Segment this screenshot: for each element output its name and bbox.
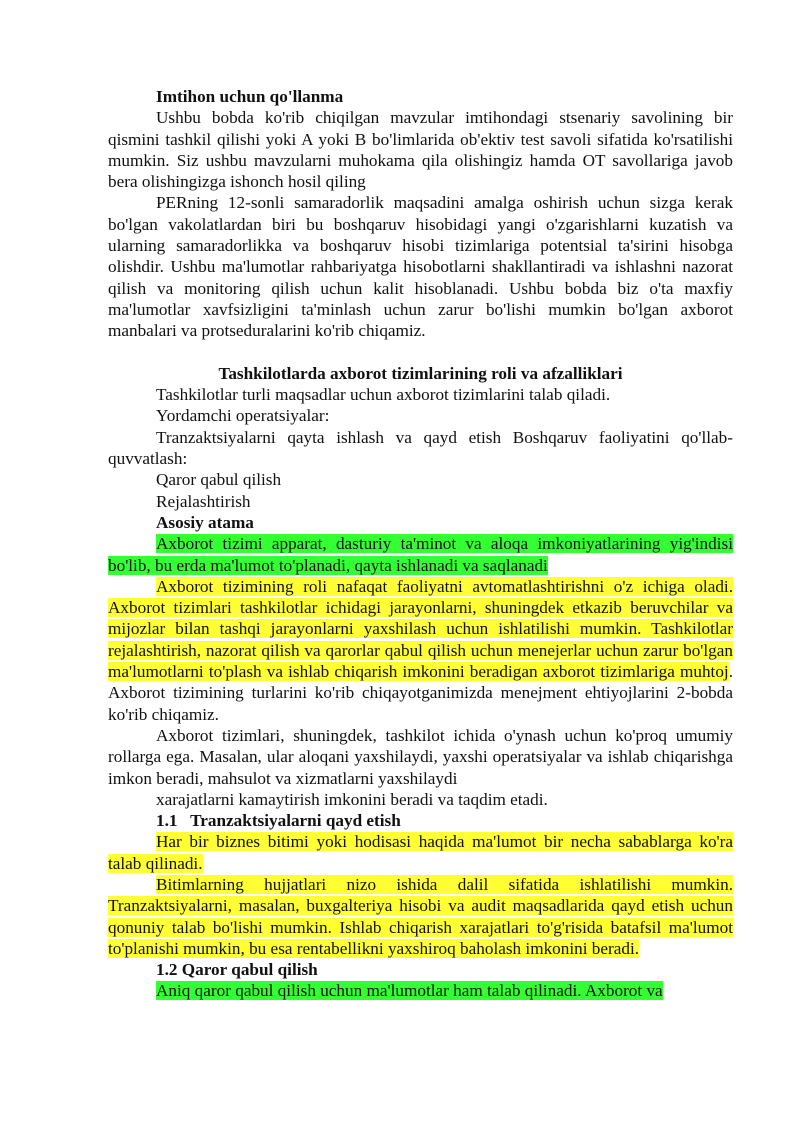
role-continuation: . Axborot tizimining turlarini ko'rib chiqayotganimizda menejment ehtiyojlarini 2-bobda ko'rib chiqamiz. xyxy=(108,662,733,724)
heading-1-1: 1.1 Tranzaktsiyalarni qayd etish xyxy=(156,811,401,831)
paragraph-decision-data xyxy=(108,980,733,1001)
role-highlight: Axborot tizimining roli nafaqat faoliyatni avtomatlashtirishni o'z ichiga oladi. Axborot tizimlari tashkilotlar ichidagi jarayonlarni, shuningdek etkazib beruvchilar va mijozlar bilan tashqi jarayonlarni yaxshilash uchun ishlatilishi mumkin. Tashkilotlar rejalashtirish, nazorat qilish va qarorlar qabul qilish uchun menejerlar uchun zarur bo'lgan ma'lumotlarni to'plash va ishlab chiqarish imkonini beradigan axborot tizimlariga muhtoj xyxy=(108,576,733,682)
paragraph-role xyxy=(108,576,733,725)
business-events-highlight: Har bir biznes bitimi yoki hodisasi haqida ma'lumot bir necha sabablarga ko'ra talab qilinadi. xyxy=(108,832,733,873)
decision-data-highlight: Aniq qaror qabul qilish uchun ma'lumotlar ham talab qilinadi. Axborot va xyxy=(156,981,663,1001)
guide-title: Imtihon uchun qo'llanma xyxy=(156,87,344,106)
paragraph-support-ops: Yordamchi operatsiyalar: xyxy=(156,406,330,426)
paragraph-general-roles: Axborot tizimlari, shuningdek, tashkilot ichida o'ynash uchun ko'proq umumiy rollarga ega. Masalan, ular aloqani yaxshilaydi, yaxshi operatsiyalar va ishlab chiqarishga imkon beradi, mahsulot va xizmatlarni yaxshilaydi xyxy=(108,725,733,788)
paragraph-costs: xarajatlarni kamaytirish imkonini beradi va taqdim etadi. xyxy=(156,789,548,809)
list-item-planning: Rejalashtirish xyxy=(156,491,251,511)
definition-paragraph xyxy=(108,533,733,576)
section-title: Tashkilotlarda axborot tizimlarining roli va afzalliklari xyxy=(218,363,623,383)
definition-highlight: Axborot tizimi apparat, dasturiy ta'minot va aloqa imkoniyatlarining yig'indisi bo'lib, bu erda ma'lumot to'planadi, qayta ishlanadi va saqlanadi xyxy=(108,534,733,575)
document-body xyxy=(108,86,733,1002)
paragraph-business-events xyxy=(108,831,733,874)
paragraph-transactions: Tranzaktsiyalarni qayta ishlash va qayd etish Boshqaruv faoliyatini qo'llab-quvvatlash: xyxy=(108,427,733,469)
documents-highlight: Bitimlarning hujjatlari nizo ishida dalil sifatida ishlatilishi mumkin. Tranzaktsiyalarni, masalan, buxgalteriya hisobi va audit maqsadlarida qayd etish uchun qonuniy talab bo'lishi mumkin. Ishlab chiqarish xarajatlari to'g'risida batafsil ma'lumot to'planishi mumkin, bu esa rentabellikni yaxshiroq baholash imkonini beradi. xyxy=(108,874,733,958)
paragraph-per: PERning 12-sonli samaradorlik maqsadini amalga oshirish uchun sizga kerak bo'lgan vakolatlardan biri bu boshqaruv hisobidagi yangi o'zgarishlarni kuzatish va ularning samaradorlikka va boshqaruv hisobi tizimlariga potentsial ta'sirini hisobga olishdir. Ushbu ma'lumotlar rahbariyatga hisobotlarni shakllantiradi va ishlashni nazorat qilish va monitoring qilish uchun kalit hisoblanadi. Ushbu bobda biz o'ta maxfiy ma'lumotlar xavfsizligini ta'minlash uchun zarur bo'lishi mumkin bo'lgan axborot manbalari va protseduralarini ko'rib chiqamiz. xyxy=(108,193,733,341)
paragraph-requirements: Tashkilotlar turli maqsadlar uchun axborot tizimlarini talab qiladi. xyxy=(156,385,611,405)
paragraph-intro: Ushbu bobda ko'rib chiqilgan mavzular imtihondagi stsenariy savolining bir qismini tashkil qilishi yoki A yoki B bo'limlarida ob'ektiv test savoli sifatida ko'rsatilishi mumkin. Siz ushbu mavzularni muhokama qila olishingiz hamda OT savollariga javob bera olishingizga ishonch hosil qiling xyxy=(108,108,733,192)
spacer xyxy=(108,342,733,363)
key-term-heading: Asosiy atama xyxy=(156,512,254,532)
heading-1-2: 1.2 Qaror qabul qilish xyxy=(156,960,318,980)
paragraph-documents xyxy=(108,874,733,959)
list-item-decision: Qaror qabul qilish xyxy=(156,470,282,490)
